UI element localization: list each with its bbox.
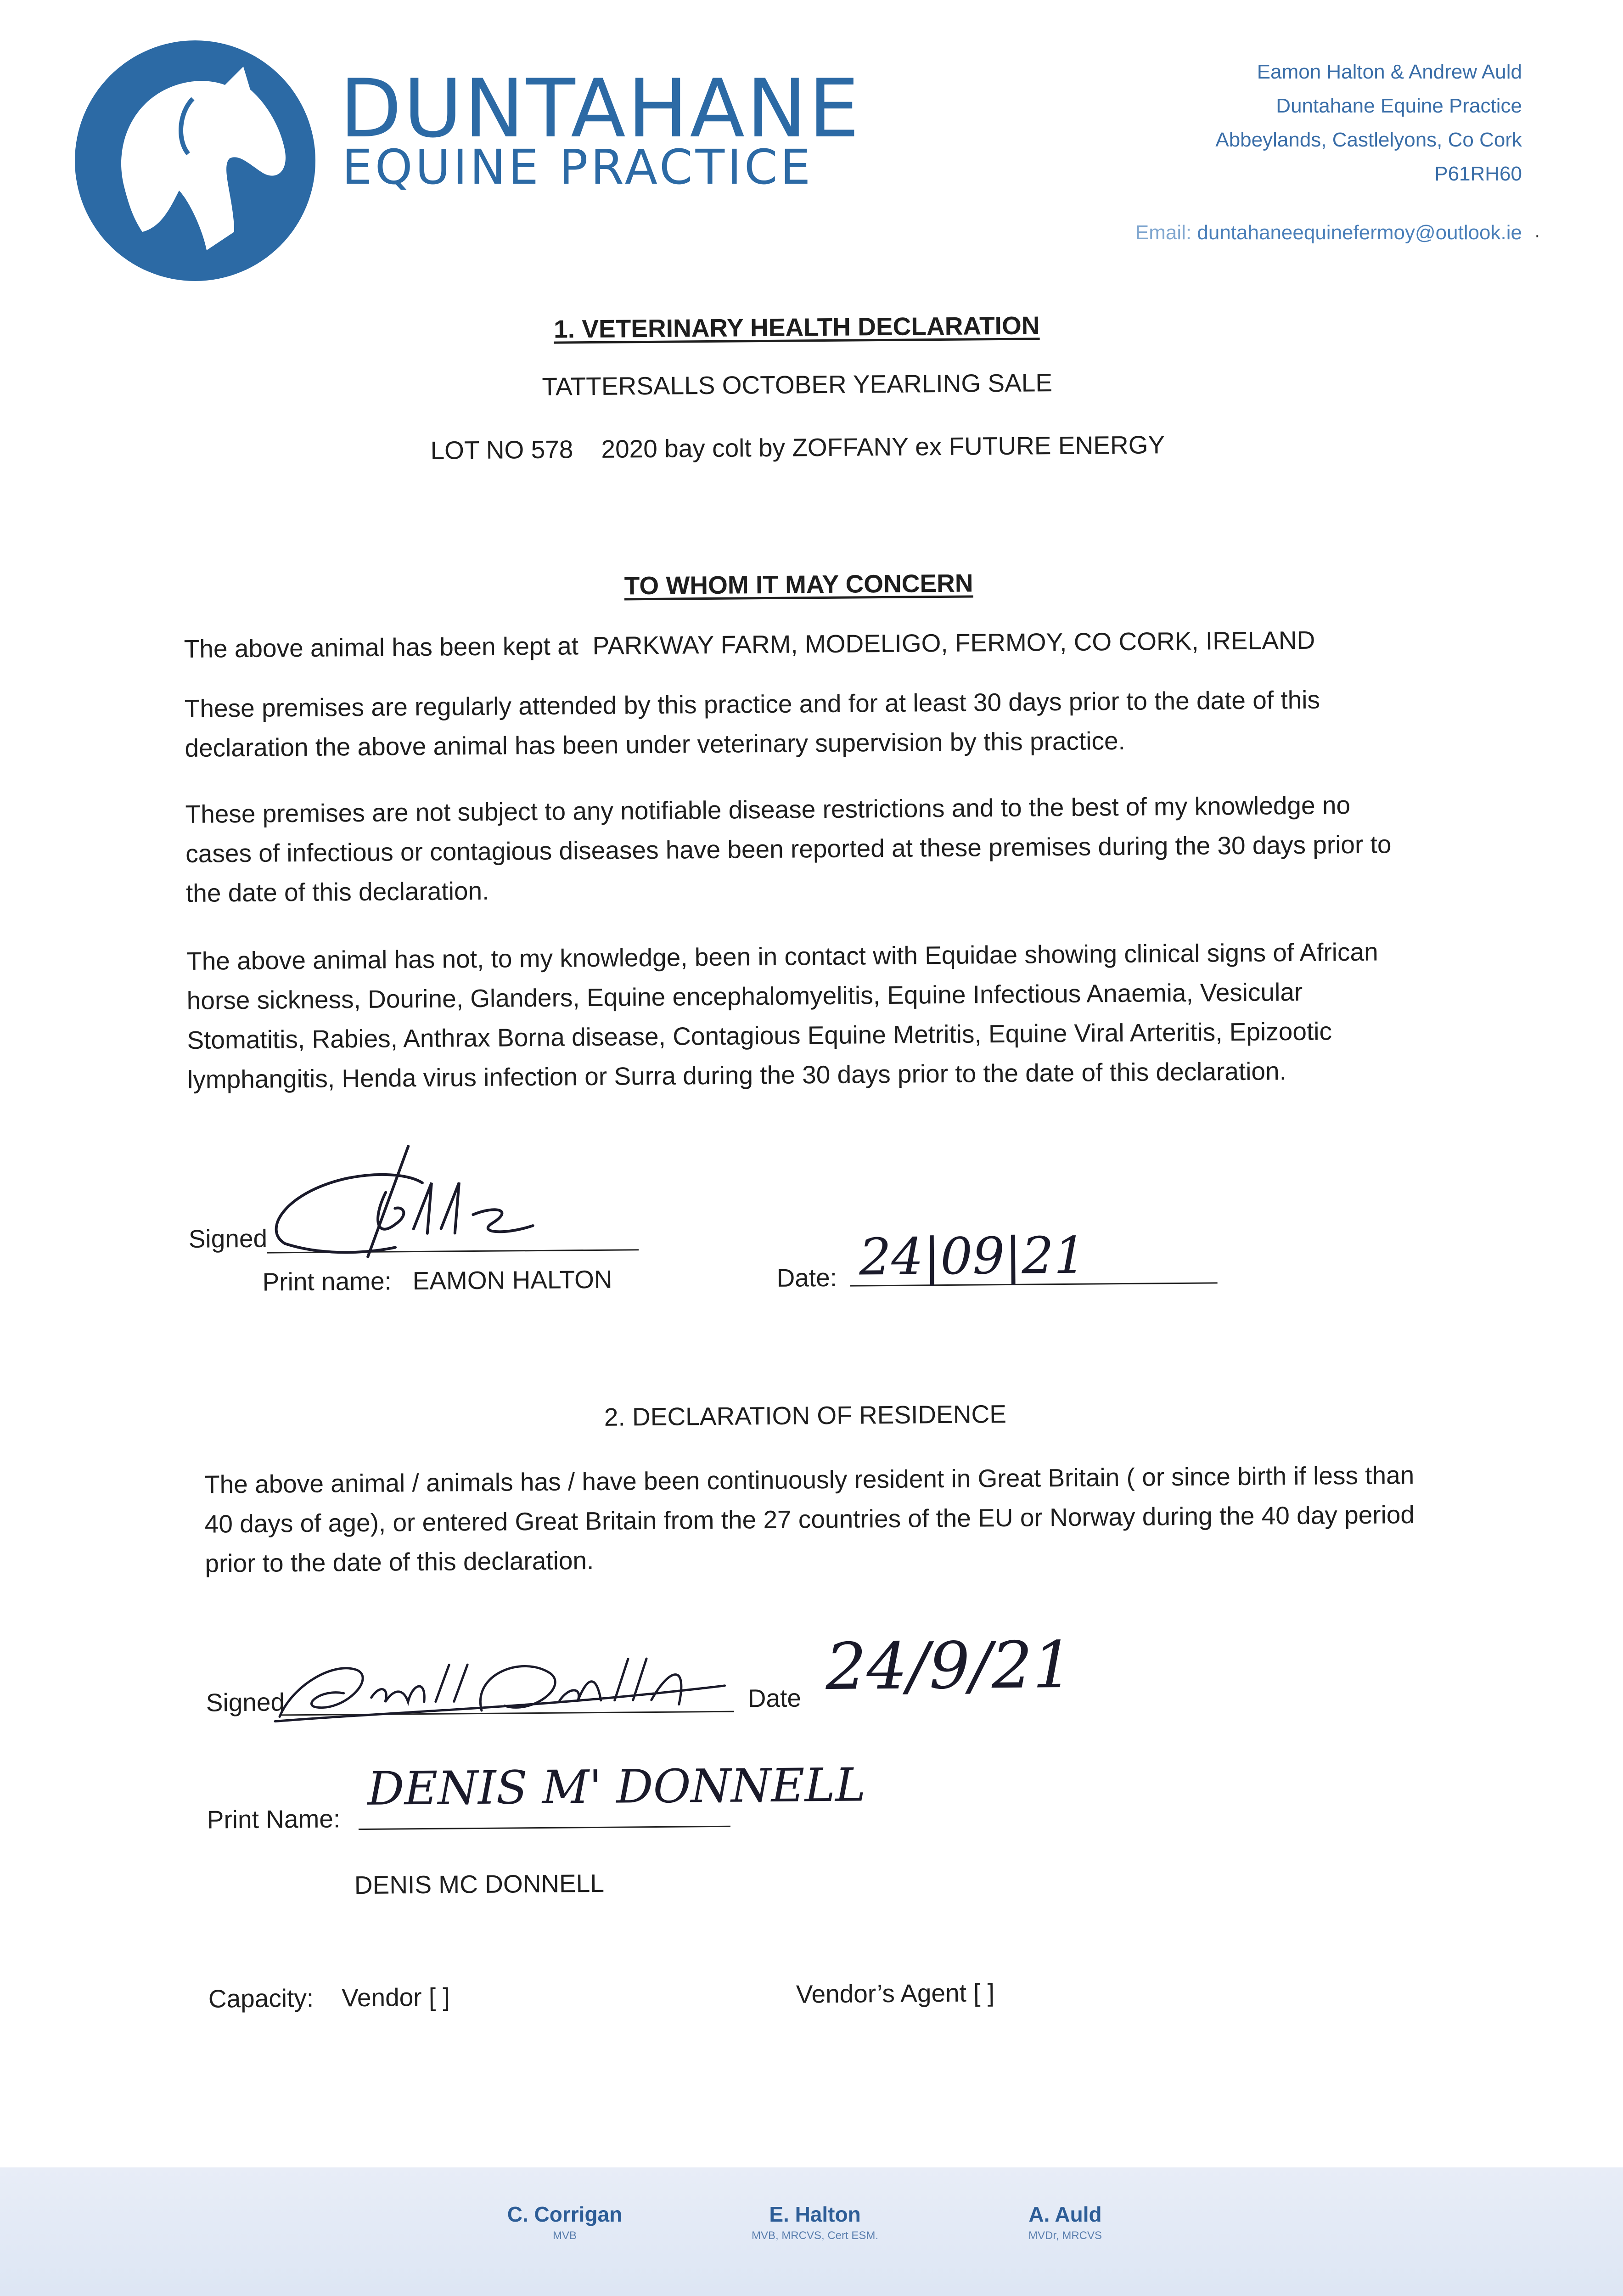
vendor-agent-checkbox[interactable]: Vendor’s Agent [ ]: [796, 1978, 995, 2009]
date-label-1: Date:: [776, 1263, 837, 1292]
lot-line: [182, 423, 1413, 472]
lot-description: 2020 bay colt by ZOFFANY ex FUTURE ENERGY: [601, 430, 1165, 463]
print-name-line-2: [359, 1826, 730, 1830]
stray-dot: ·: [1534, 225, 1540, 245]
signed-label-1: Signed: [188, 1224, 268, 1253]
address-line-4: P61RH60: [1434, 163, 1522, 185]
lot-number: LOT NO 578: [430, 435, 573, 465]
logo-subtitle: EQUINE PRACTICE: [342, 139, 814, 195]
footer-vet-qual-2: MVB, MRCVS, Cert ESM.: [751, 2229, 879, 2242]
email-line: [1135, 221, 1522, 244]
print-name-line-1: [262, 1260, 612, 1302]
address-line-3: Abbeylands, Castlelyons, Co Cork: [1215, 129, 1522, 151]
paragraph-supervision: These premises are regularly attended by this practice and for at least 30 days prior to the date of this declaration the above animal has been under veterinary supervision by this practice.: [184, 685, 1320, 762]
signed-label-2: Signed: [206, 1688, 285, 1717]
print-name-typed: DENIS MC DONNELL: [354, 1868, 605, 1900]
kept-at-line: [184, 620, 1315, 669]
signature-mcdonnell-icon: [265, 1630, 753, 1735]
email-address[interactable]: duntahaneequinefermoy@outlook.ie: [1197, 221, 1522, 244]
signature-halton-icon: [257, 1136, 588, 1276]
print-name-value-1: EAMON HALTON: [412, 1265, 612, 1295]
concern-heading: TO WHOM IT MAY CONCERN: [624, 568, 973, 600]
footer-vet-name-1: C. Corrigan: [507, 2202, 623, 2226]
footer-vet-qual-3: MVDr, MRCVS: [1028, 2229, 1102, 2242]
print-name-label-2: Print Name:: [207, 1804, 341, 1834]
sale-name: TATTERSALLS OCTOBER YEARLING SALE: [542, 368, 1053, 401]
section2-title: 2. DECLARATION OF RESIDENCE: [604, 1399, 1007, 1431]
print-name-handwritten: DENIS M' DONNELL: [367, 1758, 866, 1816]
capacity-label: Capacity:: [208, 1983, 314, 2013]
footer-vet-name-3: A. Auld: [1028, 2202, 1102, 2226]
footer-vet-qual-1: MVB: [552, 2229, 577, 2242]
paragraph-diseases: The above animal has not, to my knowledge, been in contact with Equidae showing clinical signs of African horse sickness, Dourine, Glanders, Equine encephalomyelitis, Equine Infectious Anaemia, Vesicular Stomatitis, Rabies, Anthrax Borna disease, Contagious Equine Metritis, Equine Viral Arteritis, Epizootic lymphangitis, Henda virus infection or Surra during the 30 days prior to the date of this declaration.: [186, 937, 1378, 1094]
footer-vet-name-2: E. Halton: [769, 2202, 861, 2226]
date-label-2: Date: [747, 1683, 802, 1713]
kept-intro: The above animal has been kept at: [184, 631, 579, 663]
address-line-1: Eamon Halton & Andrew Auld: [1257, 61, 1522, 83]
date-handwritten-2: 24/9/21: [825, 1627, 1074, 1705]
paragraph-residence: The above animal / animals has / have been continuously resident in Great Britain ( or since birth if less than 40 days of age), or entered Great Britain from the 27 countries of the EU or Norway during the 40 day period prior to the date of this declaration.: [204, 1460, 1415, 1578]
kept-place: PARKWAY FARM, MODELIGO, FERMOY, CO CORK, IRELAND: [592, 625, 1315, 660]
paragraph-restrictions: These premises are not subject to any notifiable disease restrictions and to the best of my knowledge no cases of infectious or contagious diseases have been reported at these premises during the 30 days prior to the date of this declaration.: [185, 791, 1392, 907]
print-name-label-1: Print name:: [262, 1266, 392, 1296]
date-handwritten-1: 24|09|21: [859, 1226, 1086, 1287]
capacity-line: [208, 1977, 450, 2019]
email-label: Email:: [1135, 221, 1192, 244]
address-line-2: Duntahane Equine Practice: [1276, 95, 1522, 117]
vendor-checkbox[interactable]: Vendor [ ]: [341, 1982, 450, 2012]
section1-title: 1. VETERINARY HEALTH DECLARATION: [553, 311, 1040, 343]
document-body: [181, 303, 1415, 2013]
logo-title: DUNTAHANE: [340, 62, 861, 156]
horse-head-logo-icon: [69, 34, 321, 287]
